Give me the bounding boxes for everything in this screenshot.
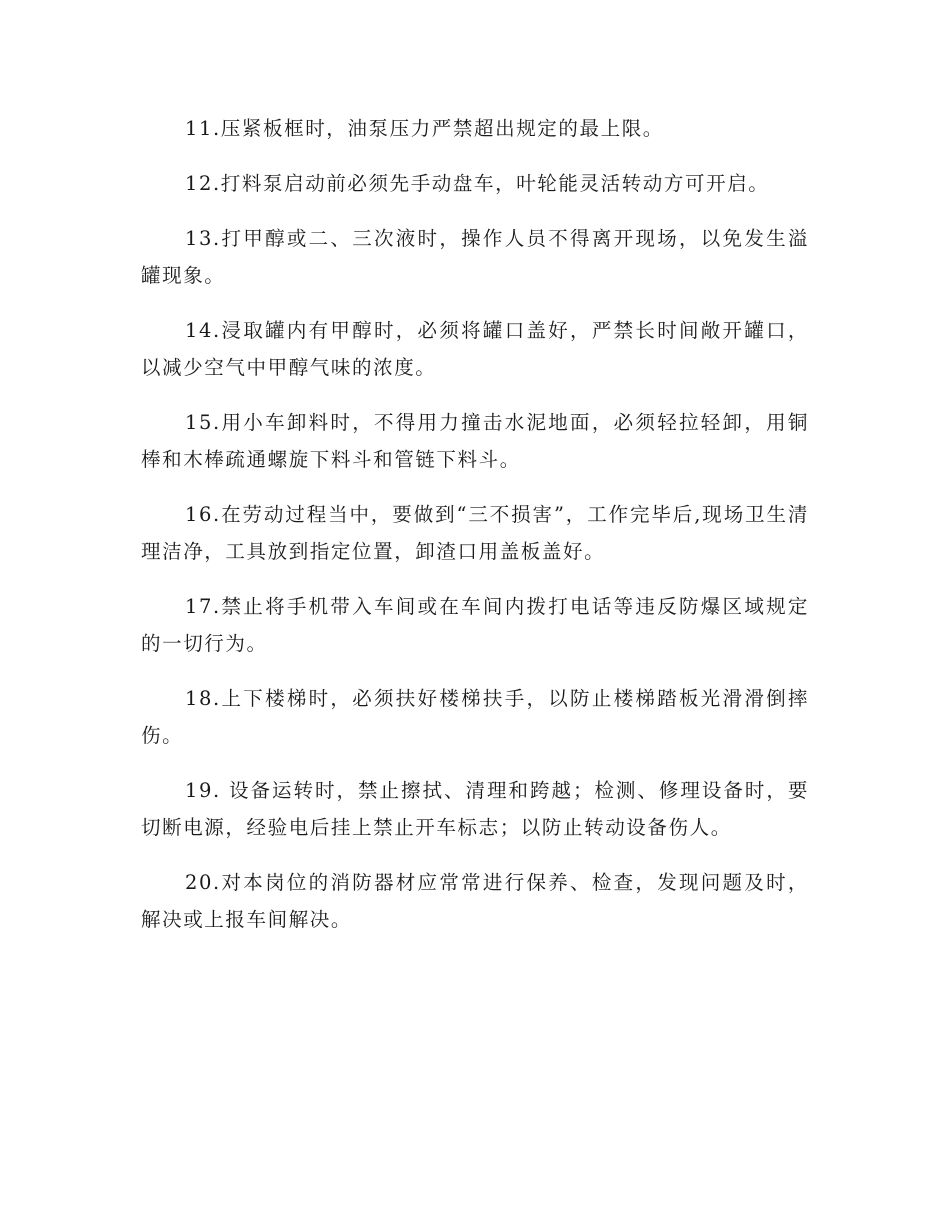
paragraph-20: 20.对本岗位的消防器材应常常进行保养、检查，发现问题及时，解决或上报车间解决。 bbox=[141, 871, 809, 931]
paragraph-11: 11.压紧板框时，油泵压力严禁超出规定的最上限。 bbox=[185, 117, 664, 140]
paragraph-16: 16.在劳动过程当中，要做到“三不损害”，工作完毕后,现场卫生清理洁净，工具放到指定位置，卸渣口用盖板盖好。 bbox=[141, 503, 809, 563]
paragraph-17: 17.禁止将手机带入车间或在车间内拨打电话等违反防爆区域规定的一切行为。 bbox=[141, 595, 809, 655]
paragraph-15: 15.用小车卸料时，不得用力撞击水泥地面，必须轻拉轻卸，用铜棒和木棒疏通螺旋下料斗和管链下料斗。 bbox=[141, 411, 809, 471]
paragraph-18: 18.上下楼梯时，必须扶好楼梯扶手，以防止楼梯踏板光滑滑倒摔伤。 bbox=[141, 687, 809, 747]
paragraph-13: 13.打甲醇或二、三次液时，操作人员不得离开现场，以免发生溢罐现象。 bbox=[141, 227, 809, 287]
paragraph-12: 12.打料泵启动前必须先手动盘车，叶轮能灵活转动方可开启。 bbox=[185, 172, 770, 195]
paragraph-14: 14.浸取罐内有甲醇时，必须将罐口盖好，严禁长时间敞开罐口，以减少空气中甲醇气味的浓度。 bbox=[141, 319, 809, 379]
document-body bbox=[141, 110, 809, 956]
paragraph-19: 19. 设备运转时，禁止擦拭、清理和跨越；检测、修理设备时，要切断电源，经验电后挂上禁止开车标志；以防止转动设备伤人。 bbox=[141, 779, 809, 839]
